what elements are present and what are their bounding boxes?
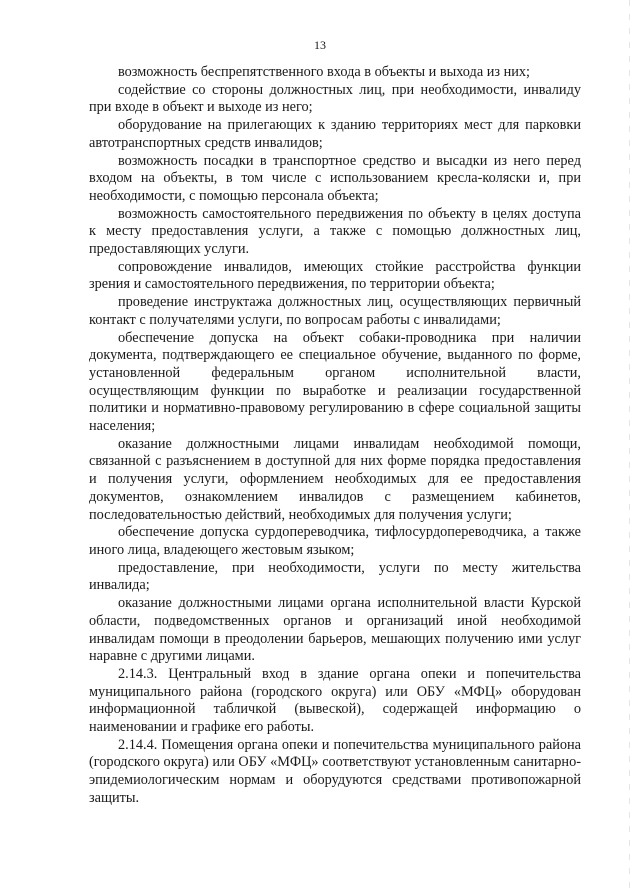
body-text: [89, 64, 581, 808]
paragraph: обеспечение допуска сурдопереводчика, тифлосурдопереводчика, а также иного лица, владеющего жестовым языком;: [89, 524, 581, 558]
paragraph: возможность самостоятельного передвижения по объекту в целях доступа к месту предоставления услуги, а также с помощью должностных лиц, предоставляющих услуги.: [89, 205, 581, 258]
paragraph: оборудование на прилегающих к зданию территориях мест для парковки автотранспортных средств инвалидов;: [89, 117, 581, 151]
paragraph: оказание должностными лицами инвалидам необходимой помощи, связанной с разъяснением в доступной для них форме порядка предоставления и получения услуги, оформлением необходимых для ее предоставления документов, ознакомлением инвалидов с размещением кабинетов, последовательностью действий, необходимых для получения услуги;: [89, 435, 581, 523]
scan-edge-artifact: [629, 0, 630, 895]
paragraph: предоставление, при необходимости, услуги по месту жительства инвалида;: [89, 559, 581, 594]
paragraph: содействие со стороны должностных лиц, при необходимости, инвалиду при входе в объект и выходе из него;: [89, 81, 581, 116]
paragraph: сопровождение инвалидов, имеющих стойкие расстройства функции зрения и самостоятельного передвижения, по территории объекта;: [89, 258, 581, 293]
paragraph: 2.14.3. Центральный вход в здание органа опеки и попечительства муниципального района (городского округа) или ОБУ «МФЦ» оборудован информационной табличкой (вывеской), содержащей информацию о наименовании и графике его работы.: [89, 665, 581, 736]
paragraph: возможность посадки в транспортное средство и высадки из него перед входом на объекты, в том числе с использованием кресла-коляски и, при необходимости, с помощью персонала объекта;: [89, 152, 581, 204]
paragraph: 2.14.4. Помещения органа опеки и попечительства муниципального района (городского округа) или ОБУ «МФЦ» соответствуют установленным санитарно-эпидемиологическим нормам и оборудуются средствами противопожарной защиты.: [89, 736, 581, 806]
paragraph: оказание должностными лицами органа исполнительной власти Курской области, подведомственных органов и организаций иной необходимой инвалидам помощи в преодолении барьеров, мешающих получению ими услуг наравне с другими лицами.: [89, 595, 581, 665]
paragraph: обеспечение допуска на объект собаки-проводника при наличии документа, подтверждающего ее специальное обучение, выданного по форме, установленной федеральным органом исполнительной власти, осуществляющим функции по выработке и реализации государственной политики и нормативно-правовому регулированию в сфере социальной защиты населения;: [89, 329, 581, 435]
paragraph: возможность беспрепятственного входа в объекты и выхода из них;: [118, 64, 531, 80]
page-number: 13: [314, 38, 326, 52]
paragraph: проведение инструктажа должностных лиц, осуществляющих первичный контакт с получателями услуги, по вопросам работы с инвалидами;: [89, 294, 581, 328]
